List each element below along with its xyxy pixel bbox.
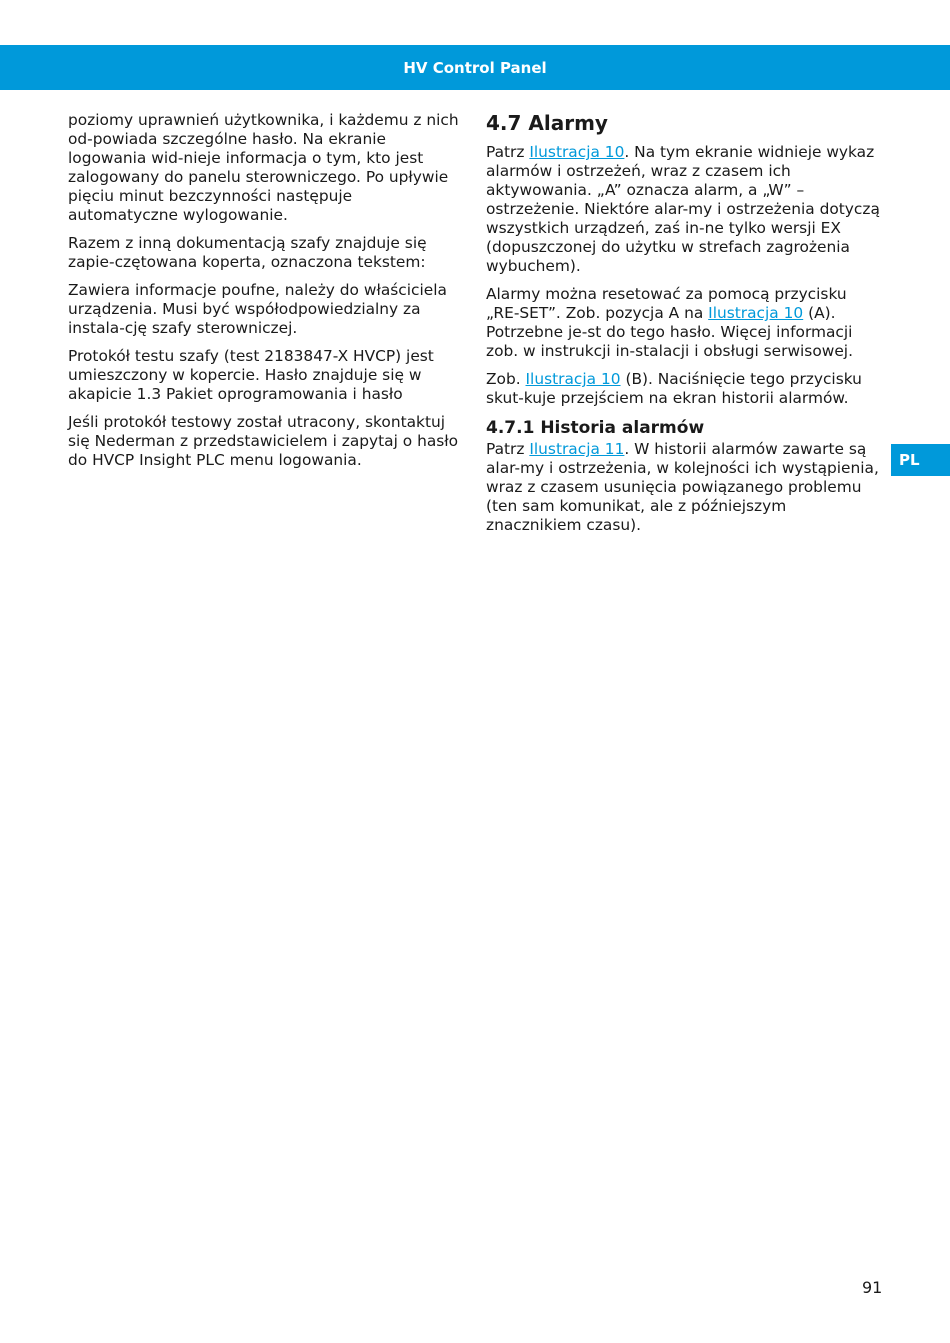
right-column bbox=[486, 111, 882, 544]
paragraph bbox=[486, 143, 882, 276]
header-bar bbox=[0, 45, 950, 90]
page-number: 91 bbox=[862, 1278, 883, 1297]
paragraph bbox=[486, 370, 882, 408]
paragraph bbox=[486, 285, 882, 361]
paragraph: Jeśli protokół testowy został utracony, skontaktuj się Nederman z przedstawicielem i zapytaj o hasło do HVCP Insight PLC menu logowania. bbox=[68, 413, 459, 469]
figure-link[interactable]: Ilustracja 10 bbox=[708, 304, 804, 322]
text: Patrz bbox=[486, 143, 530, 161]
text: (B). Naciśnięcie tego przycisku skut-kuje przejściem na ekran historii alarmów. bbox=[486, 370, 862, 407]
subsection-title: 4.7.1 Historia alarmów bbox=[486, 418, 705, 438]
figure-link[interactable]: Ilustracja 10 bbox=[525, 370, 621, 388]
text: (A). Potrzebne je-st do tego hasło. Więcej informacji zob. w instrukcji in-stalacji i obsługi serwisowej. bbox=[486, 304, 853, 360]
text: Zob. bbox=[486, 370, 526, 388]
paragraph bbox=[486, 440, 882, 535]
paragraph: Razem z inną dokumentacją szafy znajduje się zapie-czętowana koperta, oznaczona tekstem: bbox=[68, 234, 427, 271]
figure-link[interactable]: Ilustracja 11 bbox=[529, 440, 625, 458]
language-tab bbox=[891, 444, 950, 476]
figure-link[interactable]: Ilustracja 10 bbox=[529, 143, 625, 161]
left-column bbox=[68, 111, 466, 479]
paragraph: poziomy uprawnień użytkownika, i każdemu z nich od-powiada szczególne hasło. Na ekranie logowania wid-nieje informacja o tym, kto jest zalogowany do panelu sterowniczego. Po upływie pięciu minut bezczynności następuje automatyczne wylogowanie. bbox=[68, 111, 459, 224]
section-title: 4.7 Alarmy bbox=[486, 111, 608, 135]
paragraph: Zawiera informacje poufne, należy do właściciela urządzenia. Musi być współodpowiedzialny za instala-cję szafy sterowniczej. bbox=[68, 281, 447, 337]
text: . Na tym ekranie widnieje wykaz alarmów i ostrzeżeń, wraz z czasem ich aktywowania. „A” oznacza alarm, a „W” – ostrzeżenie. Niektóre alar-my i ostrzeżenia dotyczą wszystkich urządzeń, zaś in-ne tylko wersji EX (dopuszczonej do użytku w strefach zagrożenia wybuchem). bbox=[486, 143, 880, 275]
text: Alarmy można resetować za pomocą przycisku „RE-SET”. Zob. pozycja A na bbox=[486, 285, 847, 322]
text: Patrz bbox=[486, 440, 530, 458]
header-title: HV Control Panel bbox=[403, 58, 547, 77]
paragraph: Protokół testu szafy (test 2183847-X HVCP) jest umieszczony w kopercie. Hasło znajduje się w akapicie 1.3 Pakiet oprogramowania i hasło bbox=[68, 347, 434, 403]
language-label: PL bbox=[899, 451, 920, 469]
text: . W historii alarmów zawarte są alar-my i ostrzeżenia, w kolejności ich wystąpienia, wraz z czasem usunięcia powiązanego problemu (ten sam komunikat, ale z późniejszym znacznikiem czasu). bbox=[486, 440, 879, 534]
